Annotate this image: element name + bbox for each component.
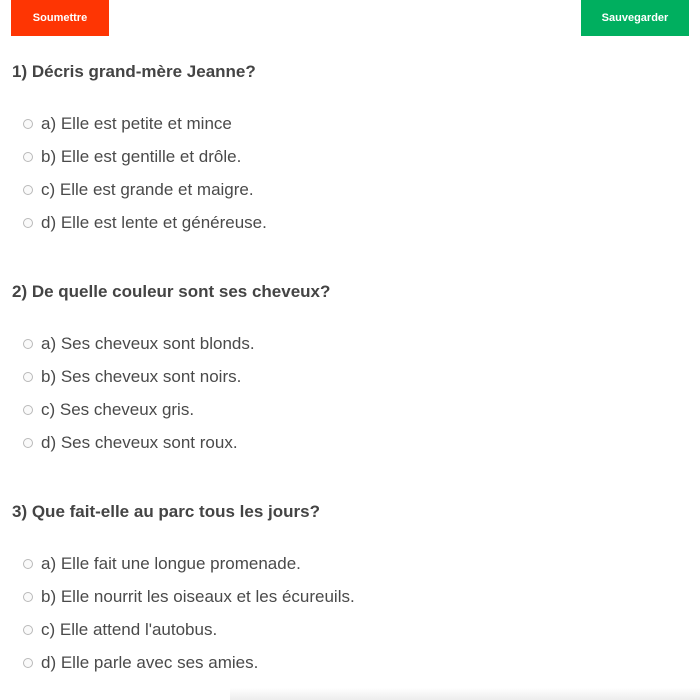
- option-label: d) Ses cheveux sont roux.: [41, 433, 238, 452]
- option-list: [12, 107, 682, 239]
- question-title: 2) De quelle couleur sont ses cheveux?: [12, 282, 331, 301]
- submit-button[interactable]: Soumettre: [11, 0, 109, 36]
- option-label: c) Ses cheveux gris.: [41, 400, 195, 419]
- radio-button[interactable]: [23, 592, 33, 602]
- option-list: [12, 327, 682, 459]
- option-item[interactable]: [12, 426, 682, 459]
- radio-button[interactable]: [23, 339, 33, 349]
- toolbar: [0, 0, 700, 36]
- option-item[interactable]: [12, 613, 682, 646]
- radio-button[interactable]: [23, 625, 33, 635]
- option-label: a) Elle fait une longue promenade.: [41, 554, 301, 573]
- option-label: b) Elle nourrit les oiseaux et les écureuils.: [41, 587, 355, 606]
- radio-button[interactable]: [23, 658, 33, 668]
- question-title: 3) Que fait-elle au parc tous les jours?: [12, 502, 320, 521]
- option-item[interactable]: [12, 206, 682, 239]
- question-1: [12, 61, 682, 255]
- radio-button[interactable]: [23, 119, 33, 129]
- option-list: [12, 547, 682, 679]
- option-item[interactable]: [12, 547, 682, 580]
- option-label: d) Elle parle avec ses amies.: [41, 653, 259, 672]
- option-item[interactable]: [12, 393, 682, 426]
- option-label: b) Elle est gentille et drôle.: [41, 147, 242, 166]
- bottom-shadow: [230, 688, 700, 700]
- radio-button[interactable]: [23, 218, 33, 228]
- option-item[interactable]: [12, 580, 682, 613]
- option-item[interactable]: [12, 173, 682, 206]
- option-label: c) Elle attend l'autobus.: [41, 620, 218, 639]
- option-item[interactable]: [12, 360, 682, 393]
- radio-button[interactable]: [23, 185, 33, 195]
- option-label: b) Ses cheveux sont noirs.: [41, 367, 242, 386]
- question-2: [12, 281, 682, 475]
- radio-button[interactable]: [23, 559, 33, 569]
- radio-button[interactable]: [23, 152, 33, 162]
- radio-button[interactable]: [23, 372, 33, 382]
- radio-button[interactable]: [23, 438, 33, 448]
- radio-button[interactable]: [23, 405, 33, 415]
- save-button[interactable]: Sauvegarder: [581, 0, 689, 36]
- option-item[interactable]: [12, 107, 682, 140]
- question-title: 1) Décris grand-mère Jeanne?: [12, 62, 256, 81]
- option-label: a) Ses cheveux sont blonds.: [41, 334, 255, 353]
- option-item[interactable]: [12, 646, 682, 679]
- option-label: a) Elle est petite et mince: [41, 114, 232, 133]
- option-label: c) Elle est grande et maigre.: [41, 180, 254, 199]
- option-item[interactable]: [12, 140, 682, 173]
- option-item[interactable]: [12, 327, 682, 360]
- question-3: [12, 501, 682, 695]
- option-label: d) Elle est lente et généreuse.: [41, 213, 267, 232]
